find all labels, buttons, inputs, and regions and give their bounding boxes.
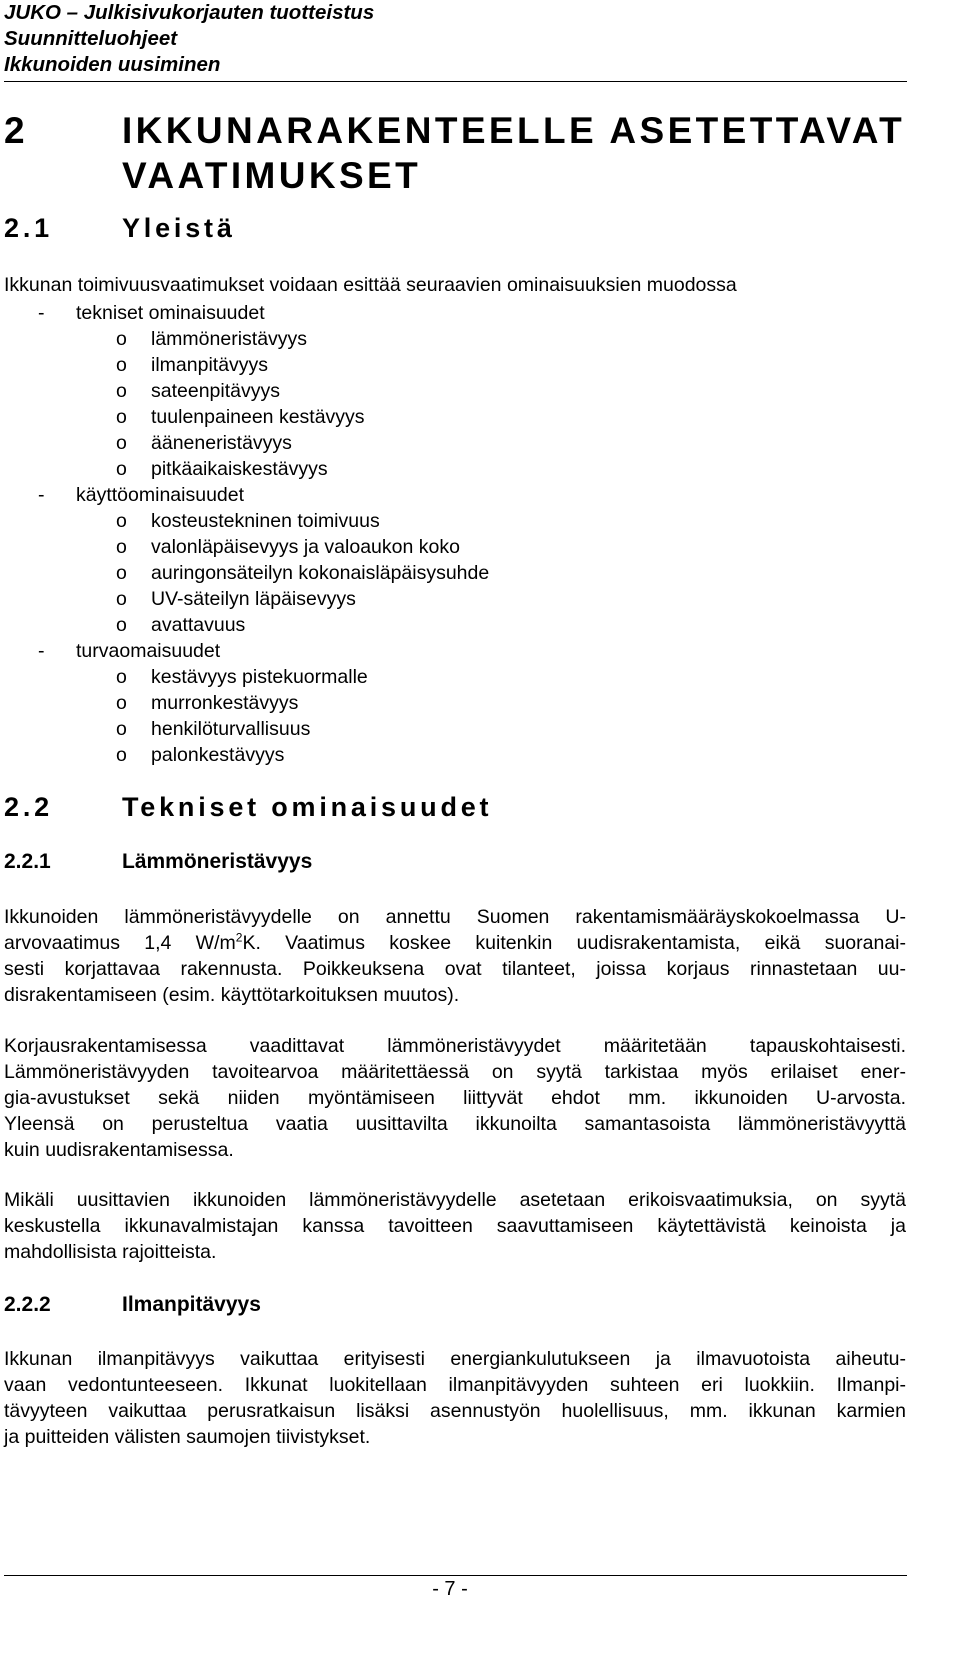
sub-list-item-label: lämmöneristävyys bbox=[151, 328, 308, 350]
subsection-number: 2.2.1 bbox=[4, 850, 51, 873]
text-line: Ikkunan ilmanpitävyys vaikuttaa erityisesti energiankulutukseen ja ilmavuotoista aiheutu- bbox=[4, 1348, 906, 1370]
footer-rule bbox=[4, 1575, 907, 1576]
circle-bullet: o bbox=[116, 692, 127, 714]
chapter-number: 2 bbox=[4, 110, 28, 151]
superscript: 2 bbox=[235, 930, 243, 945]
section-number: 2.1 bbox=[4, 213, 53, 243]
text-line: keskustella ikkunavalmistajan kanssa tavoitteen saavuttamiseen käytettävistä keinoista ja bbox=[4, 1215, 906, 1237]
sub-list-item-label: murronkestävyys bbox=[151, 692, 299, 714]
dash-bullet: - bbox=[38, 640, 45, 662]
section-title: Tekniset ominaisuudet bbox=[122, 792, 493, 822]
text-line: kuin uudisrakentamisessa. bbox=[4, 1139, 234, 1161]
sub-list-item-label: ääneneristävyys bbox=[151, 432, 292, 454]
text-line: Lämmöneristävyyden tavoitearvoa määritettäessä on syytä tarkistaa myös erilaiset ener- bbox=[4, 1061, 906, 1083]
sub-list-item-label: henkilöturvallisuus bbox=[151, 718, 311, 740]
circle-bullet: o bbox=[116, 458, 127, 480]
sub-list-item-label: ilmanpitävyys bbox=[151, 354, 269, 376]
text-line: mahdollisista rajoitteista. bbox=[4, 1241, 217, 1263]
text-fragment: K. Vaatimus koskee kuitenkin uudisrakentamista, eikä suoranai- bbox=[242, 932, 906, 954]
circle-bullet: o bbox=[116, 510, 127, 532]
header-topic: Ikkunoiden uusiminen bbox=[4, 53, 221, 76]
chapter-title-line2: VAATIMUKSET bbox=[122, 155, 422, 196]
intro-text: Ikkunan toimivuusvaatimukset voidaan esittää seuraavien ominaisuuksien muodossa bbox=[4, 274, 737, 296]
subsection-title: Ilmanpitävyys bbox=[122, 1293, 261, 1316]
text-line: tävyyteen vaikuttaa perusratkaisun lisäksi asennustyön huolellisuus, mm. ikkunan karmien bbox=[4, 1400, 906, 1422]
sub-list-item-label: palonkestävyys bbox=[151, 744, 285, 766]
running-header bbox=[4, 0, 374, 78]
text-line: Yleensä on perusteltua vaatia uusittavilta ikkunoilta samantasoista lämmöneristävyyttä bbox=[4, 1113, 906, 1135]
list-item-label: tekniset ominaisuudet bbox=[76, 302, 265, 324]
paragraph-air-tightness bbox=[4, 1346, 906, 1450]
sub-list-item-label: sateenpitävyys bbox=[151, 380, 280, 402]
subsection-number: 2.2.2 bbox=[4, 1293, 51, 1316]
circle-bullet: o bbox=[116, 562, 127, 584]
text-line: Korjausrakentamisessa vaadittavat lämmöneristävyydet määritetään tapauskohtaisesti. bbox=[4, 1035, 906, 1057]
text-fragment: arvovaatimus 1,4 W/m bbox=[4, 932, 236, 954]
section-title: Yleistä bbox=[122, 213, 236, 243]
circle-bullet: o bbox=[116, 718, 127, 740]
paragraph-special-requirements bbox=[4, 1187, 906, 1265]
dash-bullet: - bbox=[38, 484, 45, 506]
chapter-title-line1: IKKUNARAKENTEELLE ASETETTAVAT bbox=[122, 110, 906, 151]
circle-bullet: o bbox=[116, 432, 127, 454]
sub-list-item-label: valonläpäisevyys ja valoaukon koko bbox=[151, 536, 460, 558]
circle-bullet: o bbox=[116, 406, 127, 428]
circle-bullet: o bbox=[116, 354, 127, 376]
paragraph-renovation bbox=[4, 1033, 906, 1163]
circle-bullet: o bbox=[116, 614, 127, 636]
text-line: gia-avustukset sekä niiden myöntämiseen liittyvät ehdot mm. ikkunoiden U-arvosta. bbox=[4, 1087, 906, 1109]
section-number: 2.2 bbox=[4, 792, 53, 822]
text-line bbox=[4, 930, 906, 956]
text-line: disrakentamiseen (esim. käyttötarkoituksen muutos). bbox=[4, 984, 460, 1006]
circle-bullet: o bbox=[116, 744, 127, 766]
sub-list-item-label: kosteustekninen toimivuus bbox=[151, 510, 380, 532]
sub-list-item-label: avattavuus bbox=[151, 614, 246, 636]
page-number: - 7 - bbox=[432, 1578, 468, 1600]
subsection-title: Lämmöneristävyys bbox=[122, 850, 313, 873]
paragraph-u-value bbox=[4, 904, 906, 1008]
header-rule bbox=[4, 81, 907, 82]
text-line: Ikkunoiden lämmöneristävyydelle on annettu Suomen rakentamismääräyskokoelmassa U- bbox=[4, 906, 906, 928]
header-doctype: Suunnitteluohjeet bbox=[4, 27, 178, 50]
circle-bullet: o bbox=[116, 666, 127, 688]
circle-bullet: o bbox=[116, 536, 127, 558]
circle-bullet: o bbox=[116, 328, 127, 350]
text-line: Mikäli uusittavien ikkunoiden lämmöneristävyydelle asetetaan erikoisvaatimuksia, on syytä bbox=[4, 1189, 906, 1211]
dash-bullet: - bbox=[38, 302, 45, 324]
circle-bullet: o bbox=[116, 588, 127, 610]
list-item-label: turvaomaisuudet bbox=[76, 640, 221, 662]
sub-list-item-label: kestävyys pistekuormalle bbox=[151, 666, 368, 688]
sub-list-item-label: UV-säteilyn läpäisevyys bbox=[151, 588, 356, 610]
text-line: vaan vedontunteeseen. Ikkunat luokitellaan ilmanpitävyyden suhteen eri luokkiin. Ilmanpi- bbox=[4, 1374, 906, 1396]
sub-list-item-label: pitkäaikaiskestävyys bbox=[151, 458, 328, 480]
list-item-label: käyttöominaisuudet bbox=[76, 484, 245, 506]
sub-list-item-label: auringonsäteilyn kokonaisläpäisysuhde bbox=[151, 562, 490, 584]
text-line: sesti korjattavaa rakennusta. Poikkeuksena ovat tilanteet, joissa korjaus rinnastetaan uu- bbox=[4, 958, 906, 980]
header-project: JUKO – Julkisivukorjauten tuotteistus bbox=[4, 1, 375, 24]
sub-list-item-label: tuulenpaineen kestävyys bbox=[151, 406, 365, 428]
circle-bullet: o bbox=[116, 380, 127, 402]
text-line: ja puitteiden välisten saumojen tiivistykset. bbox=[4, 1426, 371, 1448]
